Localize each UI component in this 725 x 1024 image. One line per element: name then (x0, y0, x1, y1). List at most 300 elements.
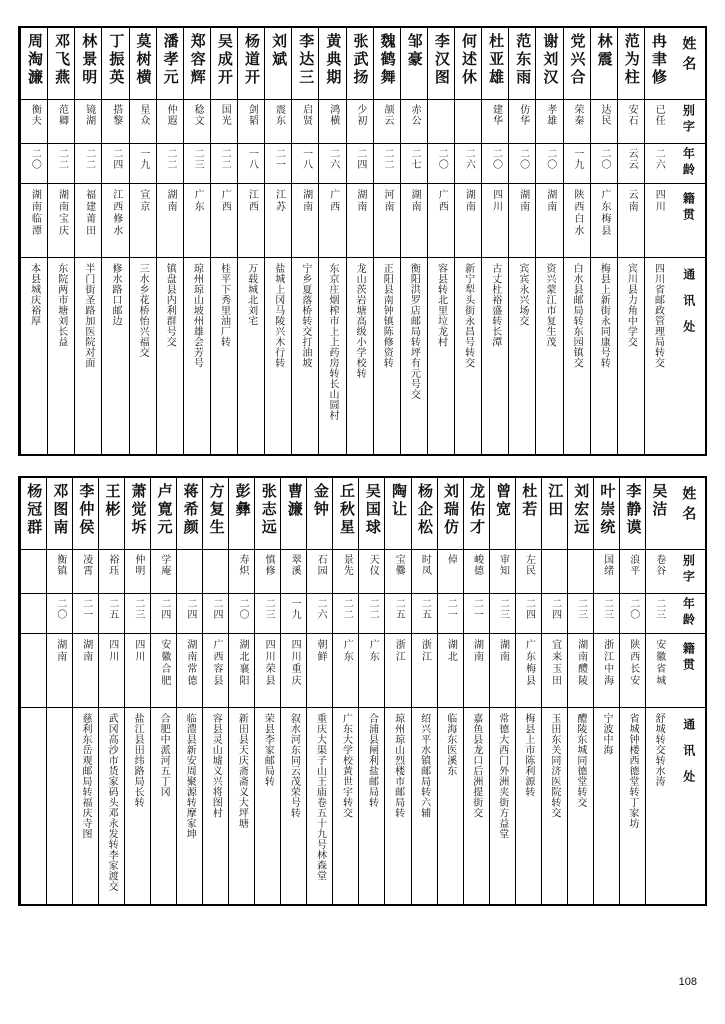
entry-address-text: 东院两市塘刘长益 (55, 263, 67, 347)
entry-alias-text: 鸿横 (327, 104, 339, 126)
entry-native-place-text: 湖南醴陵 (575, 639, 587, 687)
entry-age (229, 594, 254, 634)
entry-name (645, 28, 671, 100)
entry-alias (151, 550, 176, 594)
table-row (590, 28, 617, 454)
entry-address-text: 绍兴平水镇邮局转六辅 (418, 713, 430, 818)
entry-alias (385, 550, 410, 594)
entry-age-text: 二三 (497, 598, 509, 620)
entry-age-text: 一八 (300, 148, 312, 170)
entry-native-place-text: 湖南 (164, 189, 176, 213)
entry-address-text: 万载城北刘宅 (245, 263, 257, 326)
entry-address-text: 四川省邮政管理局转交 (652, 263, 664, 368)
entry-age-text: 二一 (273, 148, 285, 170)
entry-age (75, 144, 101, 184)
entry-age-text: 二五 (106, 598, 118, 620)
entry-address-text: 盐江县田纬路局长转 (132, 713, 144, 808)
entry-address-text: 正阳县南钟镇陈修资转 (381, 263, 393, 368)
header-entry-address (671, 708, 705, 904)
entry-name-text: 谢刘汉 (541, 33, 560, 87)
entry-alias (482, 100, 508, 144)
entry-name (542, 478, 567, 550)
entry-age (347, 144, 373, 184)
table-row (593, 478, 619, 904)
entry-address-text: 合肥中派河五丁冈 (158, 713, 170, 797)
table-row (237, 28, 264, 454)
entry-name-text: 何述休 (460, 33, 478, 87)
entry-name (125, 478, 150, 550)
entry-native-place (281, 634, 306, 708)
entry-native-place-text: 湖南 (300, 189, 312, 213)
table-row (254, 478, 280, 904)
table-row (411, 478, 437, 904)
entry-age (645, 144, 671, 184)
entry-alias-text: 景先 (341, 554, 353, 576)
entry-alias (99, 550, 124, 594)
entry-address-text: 临海东医溪东 (444, 713, 456, 776)
entry-name (591, 28, 617, 100)
entry-name-text: 邓图南 (51, 483, 70, 537)
entry-alias-text: 凌霄 (80, 554, 92, 576)
entry-name-text: 黄典期 (324, 33, 343, 87)
entry-address-text: 临澧县新安周聚源转摩家坤 (184, 713, 196, 839)
entry-native-place (21, 634, 46, 708)
header-entry-native-place (671, 634, 705, 708)
table-row (619, 478, 645, 904)
entry-alias (211, 100, 237, 144)
entry-native-place-text: 湖南 (544, 189, 556, 213)
entry-name-text: 卢寛元 (155, 483, 174, 537)
entry-name (509, 28, 535, 100)
entry-address-text: 衡阳洪罗店邮局转坪有元号交 (408, 263, 420, 400)
entry-address-text: 合浦县闸利盐邮局转 (366, 713, 378, 808)
entry-native-place (211, 184, 237, 258)
entry-address (102, 258, 128, 454)
entry-name-text: 杨道开 (243, 33, 261, 87)
entry-address (177, 708, 202, 904)
table-row (280, 478, 306, 904)
entry-name (319, 28, 345, 100)
entry-name (482, 28, 508, 100)
entry-name-text: 张武扬 (351, 33, 370, 87)
entry-address (464, 708, 489, 904)
entry-native-place-text: 湖南 (517, 189, 529, 213)
entry-name (333, 478, 358, 550)
entry-age (542, 594, 567, 634)
entry-native-place (385, 634, 410, 708)
entry-alias-text: 镜湖 (83, 104, 95, 126)
entry-native-place-text: 湖南宝庆 (56, 189, 68, 237)
entry-native-place-text: 四川重庆 (289, 639, 301, 687)
header-entry-native-place-text: 籍贯 (681, 642, 696, 674)
entry-name-text: 吴洁 (650, 483, 669, 519)
entry-address (21, 708, 46, 904)
entry-address (564, 258, 590, 454)
entry-name (536, 28, 562, 100)
entry-address-text: 嘉鱼县龙口后洲提街交 (470, 713, 482, 818)
entry-address (281, 708, 306, 904)
entry-name (75, 28, 101, 100)
entry-name-text: 金钟 (311, 483, 330, 519)
entry-age (319, 144, 345, 184)
entry-native-place (292, 184, 318, 258)
header-entry-age-text: 年龄 (681, 597, 696, 629)
entry-age-text: 二三 (575, 598, 587, 620)
entry-address (516, 708, 541, 904)
table-row (489, 478, 515, 904)
entry-age (374, 144, 400, 184)
entry-age-text: 二三 (653, 598, 665, 620)
entry-name-text: 林景明 (80, 33, 99, 87)
entry-alias-text: 寿炽 (237, 554, 249, 576)
entry-age-text: 二二 (367, 598, 379, 620)
entry-name (594, 478, 619, 550)
entry-address-text: 容县转北里垃龙村 (435, 263, 447, 347)
entry-name-text: 彭彝 (233, 483, 252, 519)
entry-alias-text: 启贤 (300, 104, 312, 126)
entry-name-text: 邹豪 (405, 33, 424, 69)
entry-address-text: 半门街圣路加医院对面 (82, 263, 94, 368)
entry-alias-text: 震东 (273, 104, 285, 126)
entry-alias (333, 550, 358, 594)
entry-alias-text: 建华 (490, 104, 502, 126)
entry-alias (509, 100, 535, 144)
entry-alias-text: 石园 (315, 554, 327, 576)
table-row (202, 478, 228, 904)
entry-native-place (464, 634, 489, 708)
entry-address-text: 叙水河东同云茂荣号转 (288, 713, 300, 818)
entry-name-text: 潘孝元 (161, 33, 180, 87)
entry-native-place (568, 634, 593, 708)
entry-alias-text: 赤公 (409, 104, 421, 126)
entry-name (238, 28, 264, 100)
entry-native-place (359, 634, 384, 708)
entry-age (412, 594, 437, 634)
entry-name-text: 李汉图 (432, 33, 451, 87)
entry-alias (645, 100, 671, 144)
entry-alias (238, 100, 264, 144)
entry-name-text: 杨冠群 (25, 483, 44, 537)
entry-address-text: 舒城转交转水涛 (653, 713, 665, 787)
entry-name-text: 魏鹤舞 (378, 33, 397, 87)
entry-age (564, 144, 590, 184)
entry-name (307, 478, 332, 550)
entry-alias-text: 宝爨 (393, 554, 405, 576)
entry-age-text: 二二 (381, 148, 393, 170)
entry-alias-text: 左民 (523, 554, 535, 576)
entry-address (455, 258, 481, 454)
entry-alias (125, 550, 150, 594)
entry-age-text: 二二 (164, 148, 176, 170)
entry-native-place-text: 浙江中海 (601, 639, 613, 687)
entry-alias (646, 550, 671, 594)
entry-alias (542, 550, 567, 594)
entry-native-place-text: 湖南 (463, 189, 475, 213)
entry-alias (401, 100, 427, 144)
entry-age-text: 二一 (445, 598, 457, 620)
entry-native-place-text: 四川荣县 (263, 639, 275, 687)
entry-address (333, 708, 358, 904)
table-row (264, 28, 291, 454)
entry-name-text: 杜若 (520, 483, 539, 519)
entry-name (229, 478, 254, 550)
header-entry-name-text: 姓名 (680, 36, 697, 76)
entry-alias (438, 550, 463, 594)
entry-native-place-text: 湖北 (445, 639, 457, 663)
entry-address (428, 258, 454, 454)
entry-name (21, 28, 47, 100)
entry-alias (516, 550, 541, 594)
entry-age (177, 594, 202, 634)
entry-alias-text: 仲遐 (164, 104, 176, 126)
entry-age (536, 144, 562, 184)
entry-name (21, 478, 46, 550)
entry-name (385, 478, 410, 550)
entry-native-place (412, 634, 437, 708)
entry-age (21, 594, 46, 634)
entry-age-text: 二〇 (544, 148, 556, 170)
entry-age (130, 144, 156, 184)
entry-native-place (319, 184, 345, 258)
entry-address (490, 708, 515, 904)
entry-native-place (347, 184, 373, 258)
entry-name-text: 邓飞燕 (53, 33, 72, 87)
entry-alias (464, 550, 489, 594)
entry-address-text: 三水乡花桥怡兴福交 (137, 263, 149, 358)
entry-name (211, 28, 237, 100)
entry-native-place (401, 184, 427, 258)
entry-address (184, 258, 210, 454)
entry-address-text: 新田县天庆斋斋义大坪塘 (236, 713, 248, 829)
entry-address (591, 258, 617, 454)
entry-address-text: 本县城庆裕厚 (28, 263, 40, 326)
table-row (291, 28, 318, 454)
entry-age-text: 二四 (158, 598, 170, 620)
entry-age (455, 144, 481, 184)
entry-alias-text: 剑韬 (246, 104, 258, 126)
entry-native-place (646, 634, 671, 708)
entry-name (203, 478, 228, 550)
entry-address (130, 258, 156, 454)
entry-native-place (618, 184, 644, 258)
table-row (384, 478, 410, 904)
table-row (332, 478, 358, 904)
entry-name-text: 李达三 (297, 33, 316, 87)
entry-age (211, 144, 237, 184)
entry-name-text: 曹濂 (285, 483, 304, 519)
entry-alias (359, 550, 384, 594)
entry-alias (568, 550, 593, 594)
table-row (156, 28, 183, 454)
entry-address (229, 708, 254, 904)
entry-age-text: 云云 (626, 148, 638, 170)
entry-native-place-text: 湖南 (409, 189, 421, 213)
entry-native-place-text: 四川 (490, 189, 502, 213)
table-row (306, 478, 332, 904)
entry-address-text: 宾宾永兴场交 (516, 263, 528, 326)
entry-native-place (21, 184, 47, 258)
entry-name (401, 28, 427, 100)
entry-age-text: 二六 (653, 148, 665, 170)
entry-age (292, 144, 318, 184)
entry-alias (157, 100, 183, 144)
header-entry-address-text: 通讯处 (681, 718, 696, 796)
entry-age-text: 一八 (246, 148, 258, 170)
entry-name (374, 28, 400, 100)
header-entry-alias-text: 别字 (681, 104, 696, 136)
table-row (481, 28, 508, 454)
entry-address-text: 琼州琼山坡州雄会芳号 (191, 263, 203, 368)
entry-address-text: 容县灵山墟义兴将图村 (210, 713, 222, 818)
entry-alias-text: 翠溪 (289, 554, 301, 576)
entry-age-text: 二四 (110, 148, 122, 170)
entry-native-place (536, 184, 562, 258)
entry-native-place (184, 184, 210, 258)
table-row (508, 28, 535, 454)
entry-native-place (125, 634, 150, 708)
entry-alias-text: 慎修 (263, 554, 275, 576)
entry-address (319, 258, 345, 454)
entry-name-text: 党兴合 (568, 33, 587, 87)
entry-native-place (151, 634, 176, 708)
entry-name (48, 28, 74, 100)
entry-alias (281, 550, 306, 594)
entry-native-place (645, 184, 671, 258)
entry-address (203, 708, 228, 904)
entry-alias-text: 安石 (626, 104, 638, 126)
entry-alias (618, 100, 644, 144)
entry-address-text: 梅县上市陈利源转 (522, 713, 534, 797)
entry-alias-text: 衡镇 (54, 554, 66, 576)
entry-native-place-text: 宜来玉田 (549, 639, 561, 687)
table-row (644, 28, 671, 454)
table-row (567, 478, 593, 904)
entry-alias (620, 550, 645, 594)
entry-address (347, 258, 373, 454)
entry-name (265, 28, 291, 100)
entry-alias-text: 浪平 (627, 554, 639, 576)
table-row (617, 28, 644, 454)
entry-alias-text: 仲明 (132, 554, 144, 576)
header-entry-alias-text: 别字 (681, 554, 696, 586)
entry-address-text: 桂平下秀里油厂转 (218, 263, 230, 347)
header-entry-age (671, 594, 705, 634)
entry-native-place-text: 湖南 (471, 639, 483, 663)
table-row (150, 478, 176, 904)
header-entry-name (671, 28, 705, 100)
entry-alias (591, 100, 617, 144)
entry-alias-text: 已任 (653, 104, 665, 126)
entry-name (464, 478, 489, 550)
header-entry-native-place (671, 184, 705, 258)
entry-name-text: 吴国球 (363, 483, 382, 537)
entry-age-text: 二一 (80, 598, 92, 620)
entry-address (238, 258, 264, 454)
entry-address-text: 玉田东关同济医院转交 (548, 713, 560, 818)
entry-native-place-text: 湖南 (54, 639, 66, 663)
entry-name-text: 陶让 (389, 483, 408, 519)
entry-name-text: 范东雨 (514, 33, 533, 87)
entry-native-place-text: 陕西白水 (571, 189, 583, 237)
table-row (535, 28, 562, 454)
entry-age-text: 二四 (184, 598, 196, 620)
entry-name-text: 刘宏远 (572, 483, 591, 537)
entry-native-place-text: 浙江 (393, 639, 405, 663)
entry-native-place (509, 184, 535, 258)
entry-native-place-text: 广西 (327, 189, 339, 213)
entry-address-text: 白水县邮局转东园镇交 (571, 263, 583, 368)
table-row (437, 478, 463, 904)
entry-age (73, 594, 98, 634)
entry-alias (229, 550, 254, 594)
entry-alias-text: 少初 (354, 104, 366, 126)
entry-age (594, 594, 619, 634)
entry-address (594, 708, 619, 904)
entry-native-place (455, 184, 481, 258)
entry-address (21, 258, 47, 454)
entry-alias (594, 550, 619, 594)
entry-address-text: 省城钟楼西德堂转丁家坊 (627, 713, 639, 829)
entry-alias-text: 倬 (445, 554, 457, 565)
entry-name (564, 28, 590, 100)
entry-age-text: 二三 (192, 148, 204, 170)
entry-address (359, 708, 384, 904)
entry-age (238, 144, 264, 184)
entry-name (347, 28, 373, 100)
roster-table-bottom (18, 476, 707, 906)
entry-name-text: 李仲侯 (77, 483, 96, 537)
entry-address-text: 古丈杜裕盛转长潭 (489, 263, 501, 347)
entry-age-text: 二四 (523, 598, 535, 620)
entry-name-text: 周淘濂 (26, 33, 44, 87)
entry-name (102, 28, 128, 100)
entry-age (509, 144, 535, 184)
entry-age (359, 594, 384, 634)
entry-name-text: 刘瑞仿 (442, 483, 461, 537)
entry-alias (292, 100, 318, 144)
table-row (74, 28, 101, 454)
entry-address-text: 镇盘县内利群号交 (164, 263, 176, 347)
entry-address-text: 慈利东岳观邮局转福庆寺图 (80, 713, 92, 839)
entry-name (292, 28, 318, 100)
entry-age-text: 二〇 (436, 148, 448, 170)
entry-age (307, 594, 332, 634)
entry-alias (564, 100, 590, 144)
entry-age-text: 二三 (132, 598, 144, 620)
entry-native-place (203, 634, 228, 708)
table-row (101, 28, 128, 454)
entry-age (646, 594, 671, 634)
entry-age-text: 二六 (315, 598, 327, 620)
entry-age-text: 二五 (393, 598, 405, 620)
entry-alias-text: 孝雄 (544, 104, 556, 126)
entry-age-text: 二〇 (29, 148, 41, 170)
header-entry-native-place-text: 籍贯 (681, 192, 696, 224)
entry-native-place (564, 184, 590, 258)
table-row (72, 478, 98, 904)
entry-alias (47, 550, 72, 594)
entry-name (568, 478, 593, 550)
entry-name-text: 范为柱 (622, 33, 641, 87)
entry-address (646, 708, 671, 904)
entry-address (73, 708, 98, 904)
entry-age (333, 594, 358, 634)
entry-native-place (48, 184, 74, 258)
entry-alias (428, 100, 454, 144)
table-row (129, 28, 156, 454)
entry-address (211, 258, 237, 454)
entry-age-text: 一九 (137, 148, 149, 170)
